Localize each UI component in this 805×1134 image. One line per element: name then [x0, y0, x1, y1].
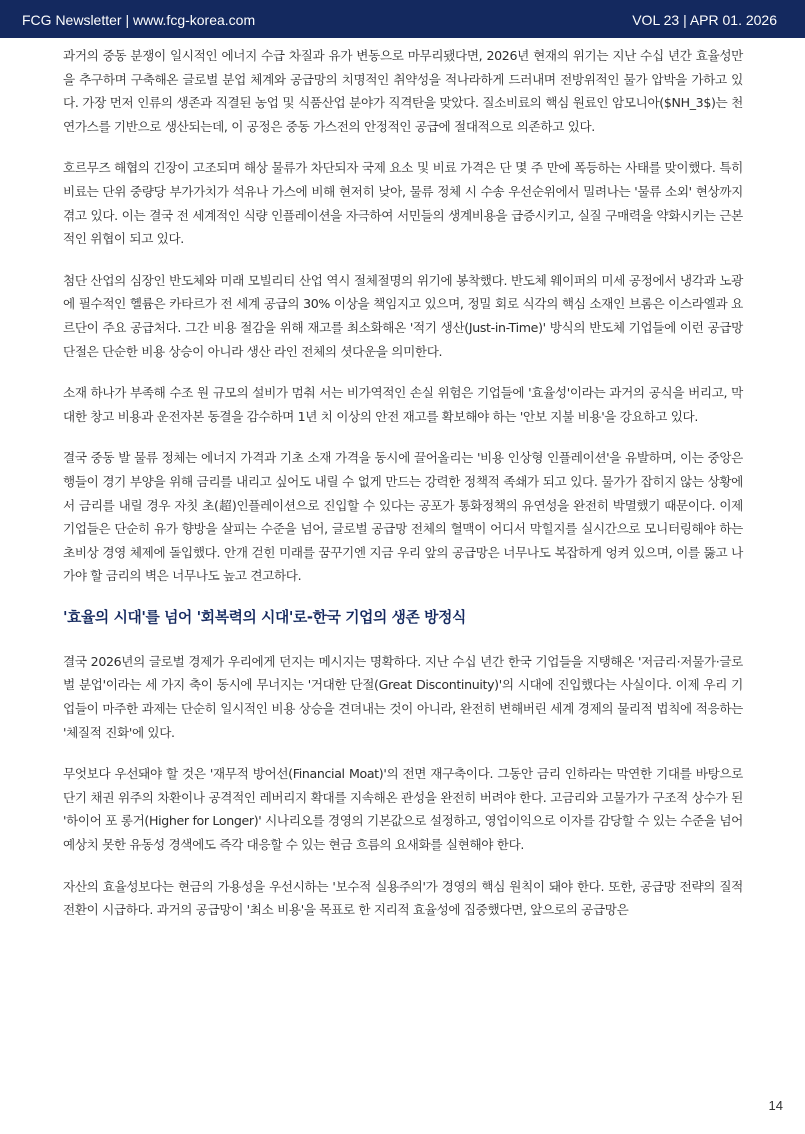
- newsletter-site-label: FCG Newsletter | www.fcg-korea.com: [22, 12, 256, 28]
- issue-date-label: VOL 23 | APR 01. 2026: [632, 12, 777, 28]
- page-number: 14: [768, 1098, 783, 1113]
- paragraph-financial-moat: 무엇보다 우선돼야 할 것은 '재무적 방어선(Financial Moat)'의 전면 재구축이다. 그동안 금리 인하라는 막연한 기대를 바탕으로 단기 채권 위주의 차환이나 공격적인 레버리지 확대를 지속해온 관성을 완전히 버려야 한다. 고금리와 고물가가 구조적 상수가 된 '하이어 포 롱거(Higher for Longer)' 시나리오를 경영의 기본값으로 설정하고, 영업이익으로 이자를 감당할 수 있는 수준을 넘어 예상치 못한 유동성 경색에도 즉각 대응할 수 있는 현금 흐름의 요새화를 실현해야 한다.: [63, 766, 743, 853]
- newsletter-header: [0, 0, 805, 38]
- paragraph-hormuz-fertilizer: 호르무즈 해협의 긴장이 고조되며 해상 물류가 차단되자 국제 요소 및 비료 가격은 단 몇 주 만에 폭등하는 사태를 맞이했다. 특히 비료는 단위 중량당 부가가치가 석유나 가스에 비해 현저히 낮아, 물류 정체 시 수송 우선순위에서 밀려나는 '물류 소외' 현상까지 겪고 있다. 이는 결국 전 세계적인 식량 인플레이션을 자극하여 서민들의 생계비용을 급증시키고, 실질 구매력을 약화시키는 근본적인 위협이 되고 있다.: [63, 160, 743, 247]
- paragraph-conservative-pragmatism: 자산의 효율성보다는 현금의 가용성을 우선시하는 '보수적 실용주의'가 경영의 핵심 원칙이 돼야 한다. 또한, 공급망 전략의 질적 전환이 시급하다. 과거의 공급망이 '최소 비용'을 목표로 한 지리적 효율성에 집중했다면, 앞으로의 공급망은: [63, 878, 743, 918]
- article-body: [63, 44, 743, 940]
- paragraph-semiconductor: 첨단 산업의 심장인 반도체와 미래 모빌리티 산업 역시 절체절명의 위기에 봉착했다. 반도체 웨이퍼의 미세 공정에서 냉각과 노광에 필수적인 헬륨은 카타르가 전 세계 공급의 30% 이상을 책임지고 있으며, 정밀 회로 식각의 핵심 소재인 브롬은 이스라엘과 요르단이 주요 공급처다. 그간 비용 절감을 위해 재고를 최소화해온 '적기 생산(Just-in-Time)' 방식의 반도체 기업들에 이런 공급망 단절은 단순한 비용 상승이 아니라 생산 라인 전체의 셧다운을 의미한다.: [63, 272, 743, 359]
- section-heading: '효율의 시대'를 넘어 '회복력의 시대'로-한국 기업의 생존 방정식: [63, 608, 466, 626]
- paragraph-cost-push-inflation: 결국 중동 발 물류 정체는 에너지 가격과 기초 소재 가격을 동시에 끌어올리는 '비용 인상형 인플레이션'을 유발하며, 이는 중앙은행들이 경기 부양을 위해 금리를 내리고 싶어도 내릴 수 없게 만드는 강력한 정책적 족쇄가 되고 있다. 물가가 잡히지 않는 상황에서 금리를 내릴 경우 자칫 초(超)인플레이션으로 진입할 수 있다는 공포가 통화정책의 유연성을 완전히 박멸했기 때문이다. 이제 기업들은 단순히 유가 향방을 살피는 수준을 넘어, 글로벌 공급망 전체의 혈맥이 어디서 막힐지를 실시간으로 모니터링해야 하는 초비상 경영 체제에 돌입했다. 안개 걷힌 미래를 꿈꾸기엔 지금 우리 앞의 공급망은 너무나도 복잡하게 엉켜 있으며, 이를 뚫고 나가야 할 금리의 벽은 너무나도 높고 견고하다.: [63, 450, 743, 584]
- paragraph-great-discontinuity: 결국 2026년의 글로벌 경제가 우리에게 던지는 메시지는 명확하다. 지난 수십 년간 한국 기업들을 지탱해온 '저금리·저물가·글로벌 분업'이라는 세 가지 축이 동시에 무너지는 '거대한 단절(Great Discontinuity)'의 시대에 진입했다는 사실이다. 이제 우리 기업들이 마주한 과제는 단순히 일시적인 비용 상승을 견뎌내는 것이 아니라, 완전히 변해버린 세계 경제의 물리적 법칙에 적응하는 '체질적 진화'에 있다.: [63, 653, 743, 740]
- paragraph-energy-food: 과거의 중동 분쟁이 일시적인 에너지 수급 차질과 유가 변동으로 마무리됐다면, 2026년 현재의 위기는 지난 수십 년간 효율성만을 추구하며 구축해온 글로벌 분업 체계와 공급망의 치명적인 취약성을 적나라하게 드러내며 전방위적인 물가 압박을 가하고 있다. 가장 먼저 인류의 생존과 직결된 농업 및 식품산업 분야가 직격탄을 맞았다. 질소비료의 핵심 원료인 암모니아($NH_3$)는 천연가스를 기반으로 생산되는데, 이 공정은 중동 가스전의 안정적인 공급에 절대적으로 의존하고 있다.: [63, 48, 743, 134]
- paragraph-safety-stock: 소재 하나가 부족해 수조 원 규모의 설비가 멈춰 서는 비가역적인 손실 위험은 기업들에 '효율성'이라는 과거의 공식을 버리고, 막대한 창고 비용과 운전자본 동결을 감수하며 1년 치 이상의 안전 재고를 확보해야 하는 '안보 지불 비용'을 강요하고 있다.: [63, 385, 743, 424]
